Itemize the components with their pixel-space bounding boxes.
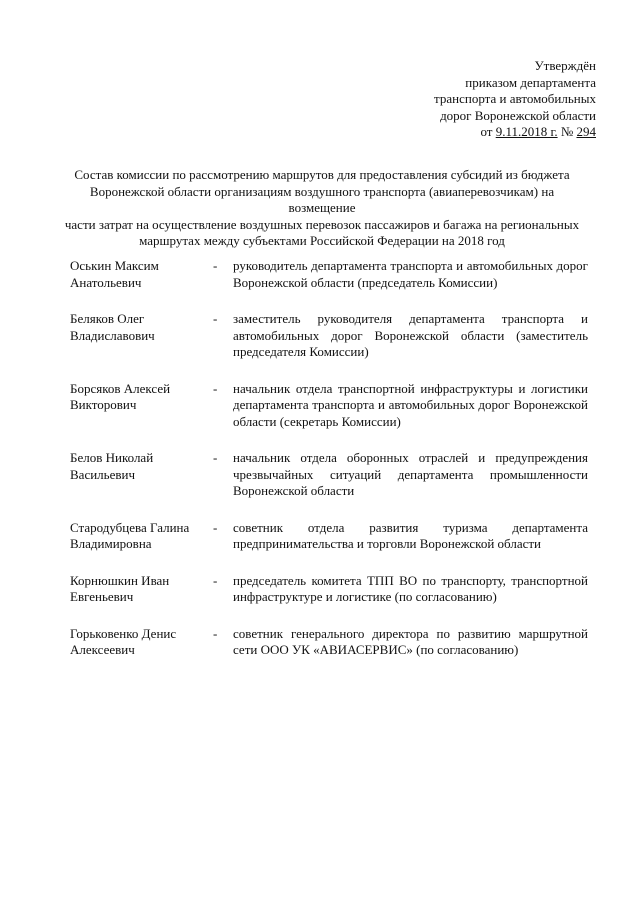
member-dash: - (213, 380, 218, 396)
member-dash: - (213, 625, 218, 641)
member-dash: - (213, 572, 218, 588)
member-dash: - (213, 258, 218, 273)
member-surname: Стародубцева Галина (70, 519, 190, 535)
member-dash: - (213, 519, 218, 535)
member-surname: Оськин Максим (70, 258, 159, 273)
member-surname: Беляков Олег (70, 311, 145, 326)
member-patronymic: Анатольевич (70, 274, 142, 290)
member-name (70, 573, 213, 606)
member-patronymic: Владимировна (70, 536, 152, 551)
order-date: 9.11.2018 г. (495, 124, 558, 139)
member-patronymic: Васильевич (70, 466, 135, 482)
member-role: начальник отдела оборонных отраслей и предупреждения чрезвычайных ситуаций департамента промышленности Воронежской области (233, 450, 588, 498)
member-row (70, 258, 588, 291)
approval-block (434, 58, 596, 141)
member-patronymic: Владиславович (70, 327, 155, 343)
member-surname: Борсяков Алексей (70, 380, 171, 396)
member-surname: Белов Николай (70, 450, 154, 465)
approval-line: дорог Воронежской области (440, 107, 596, 123)
date-prefix: от (480, 124, 496, 139)
member-row (70, 381, 588, 431)
member-surname: Корнюшкин Иван (70, 572, 170, 588)
title-line: Состав комиссии по рассмотрению маршрутов для предоставления субсидий из бюджета (74, 167, 570, 182)
member-name (70, 626, 213, 659)
member-dash: - (213, 450, 218, 465)
member-role: советник генерального директора по развитию маршрутной сети ООО УК «АВИАСЕРВИС» (по согласованию) (233, 625, 588, 657)
member-surname: Горьковенко Денис (70, 625, 177, 641)
approval-line: приказом департамента (465, 74, 596, 90)
member-patronymic: Алексеевич (70, 642, 135, 657)
member-role: председатель комитета ТПП ВО по транспорту, транспортной инфраструктуре и логистике (по согласованию) (233, 572, 588, 604)
member-role: руководитель департамента транспорта и автомобильных дорог Воронежской области (председатель Комиссии) (233, 258, 588, 290)
member-role: советник отдела развития туризма департамента предпринимательства и торговли Воронежской области (233, 519, 588, 551)
approval-line: Утверждён (534, 58, 596, 73)
member-dash: - (213, 311, 218, 326)
member-row (70, 311, 588, 361)
member-role: начальник отдела транспортной инфраструктуры и логистики департамента транспорта и автомобильных дорог Воронежской области (секретарь Комиссии) (233, 380, 588, 429)
member-row (70, 626, 588, 659)
approval-date-line (434, 124, 596, 141)
approval-line: транспорта и автомобильных (434, 91, 596, 106)
member-row (70, 573, 588, 606)
member-name (70, 381, 213, 431)
member-row (70, 450, 588, 500)
member-row (70, 520, 588, 553)
member-name (70, 520, 213, 553)
title-line: части затрат на осуществление воздушных перевозок пассажиров и багажа на региональных (64, 216, 580, 232)
member-name (70, 258, 213, 291)
document-title (56, 167, 588, 250)
number-prefix: № (557, 124, 577, 139)
member-name (70, 450, 213, 500)
commission-members-list (70, 258, 588, 659)
member-patronymic: Евгеньевич (70, 589, 134, 604)
member-name (70, 311, 213, 361)
title-line: Воронежской области организациям воздушного транспорта (авиаперевозчикам) на возмещение (89, 183, 555, 215)
order-number: 294 (576, 124, 596, 139)
member-patronymic: Викторович (70, 397, 137, 412)
member-role: заместитель руководителя департамента транспорта и автомобильных дорог Воронежской области (заместитель председателя Комиссии) (233, 311, 588, 359)
title-line: маршрутах между субъектами Российской Федерации на 2018 год (139, 233, 505, 248)
